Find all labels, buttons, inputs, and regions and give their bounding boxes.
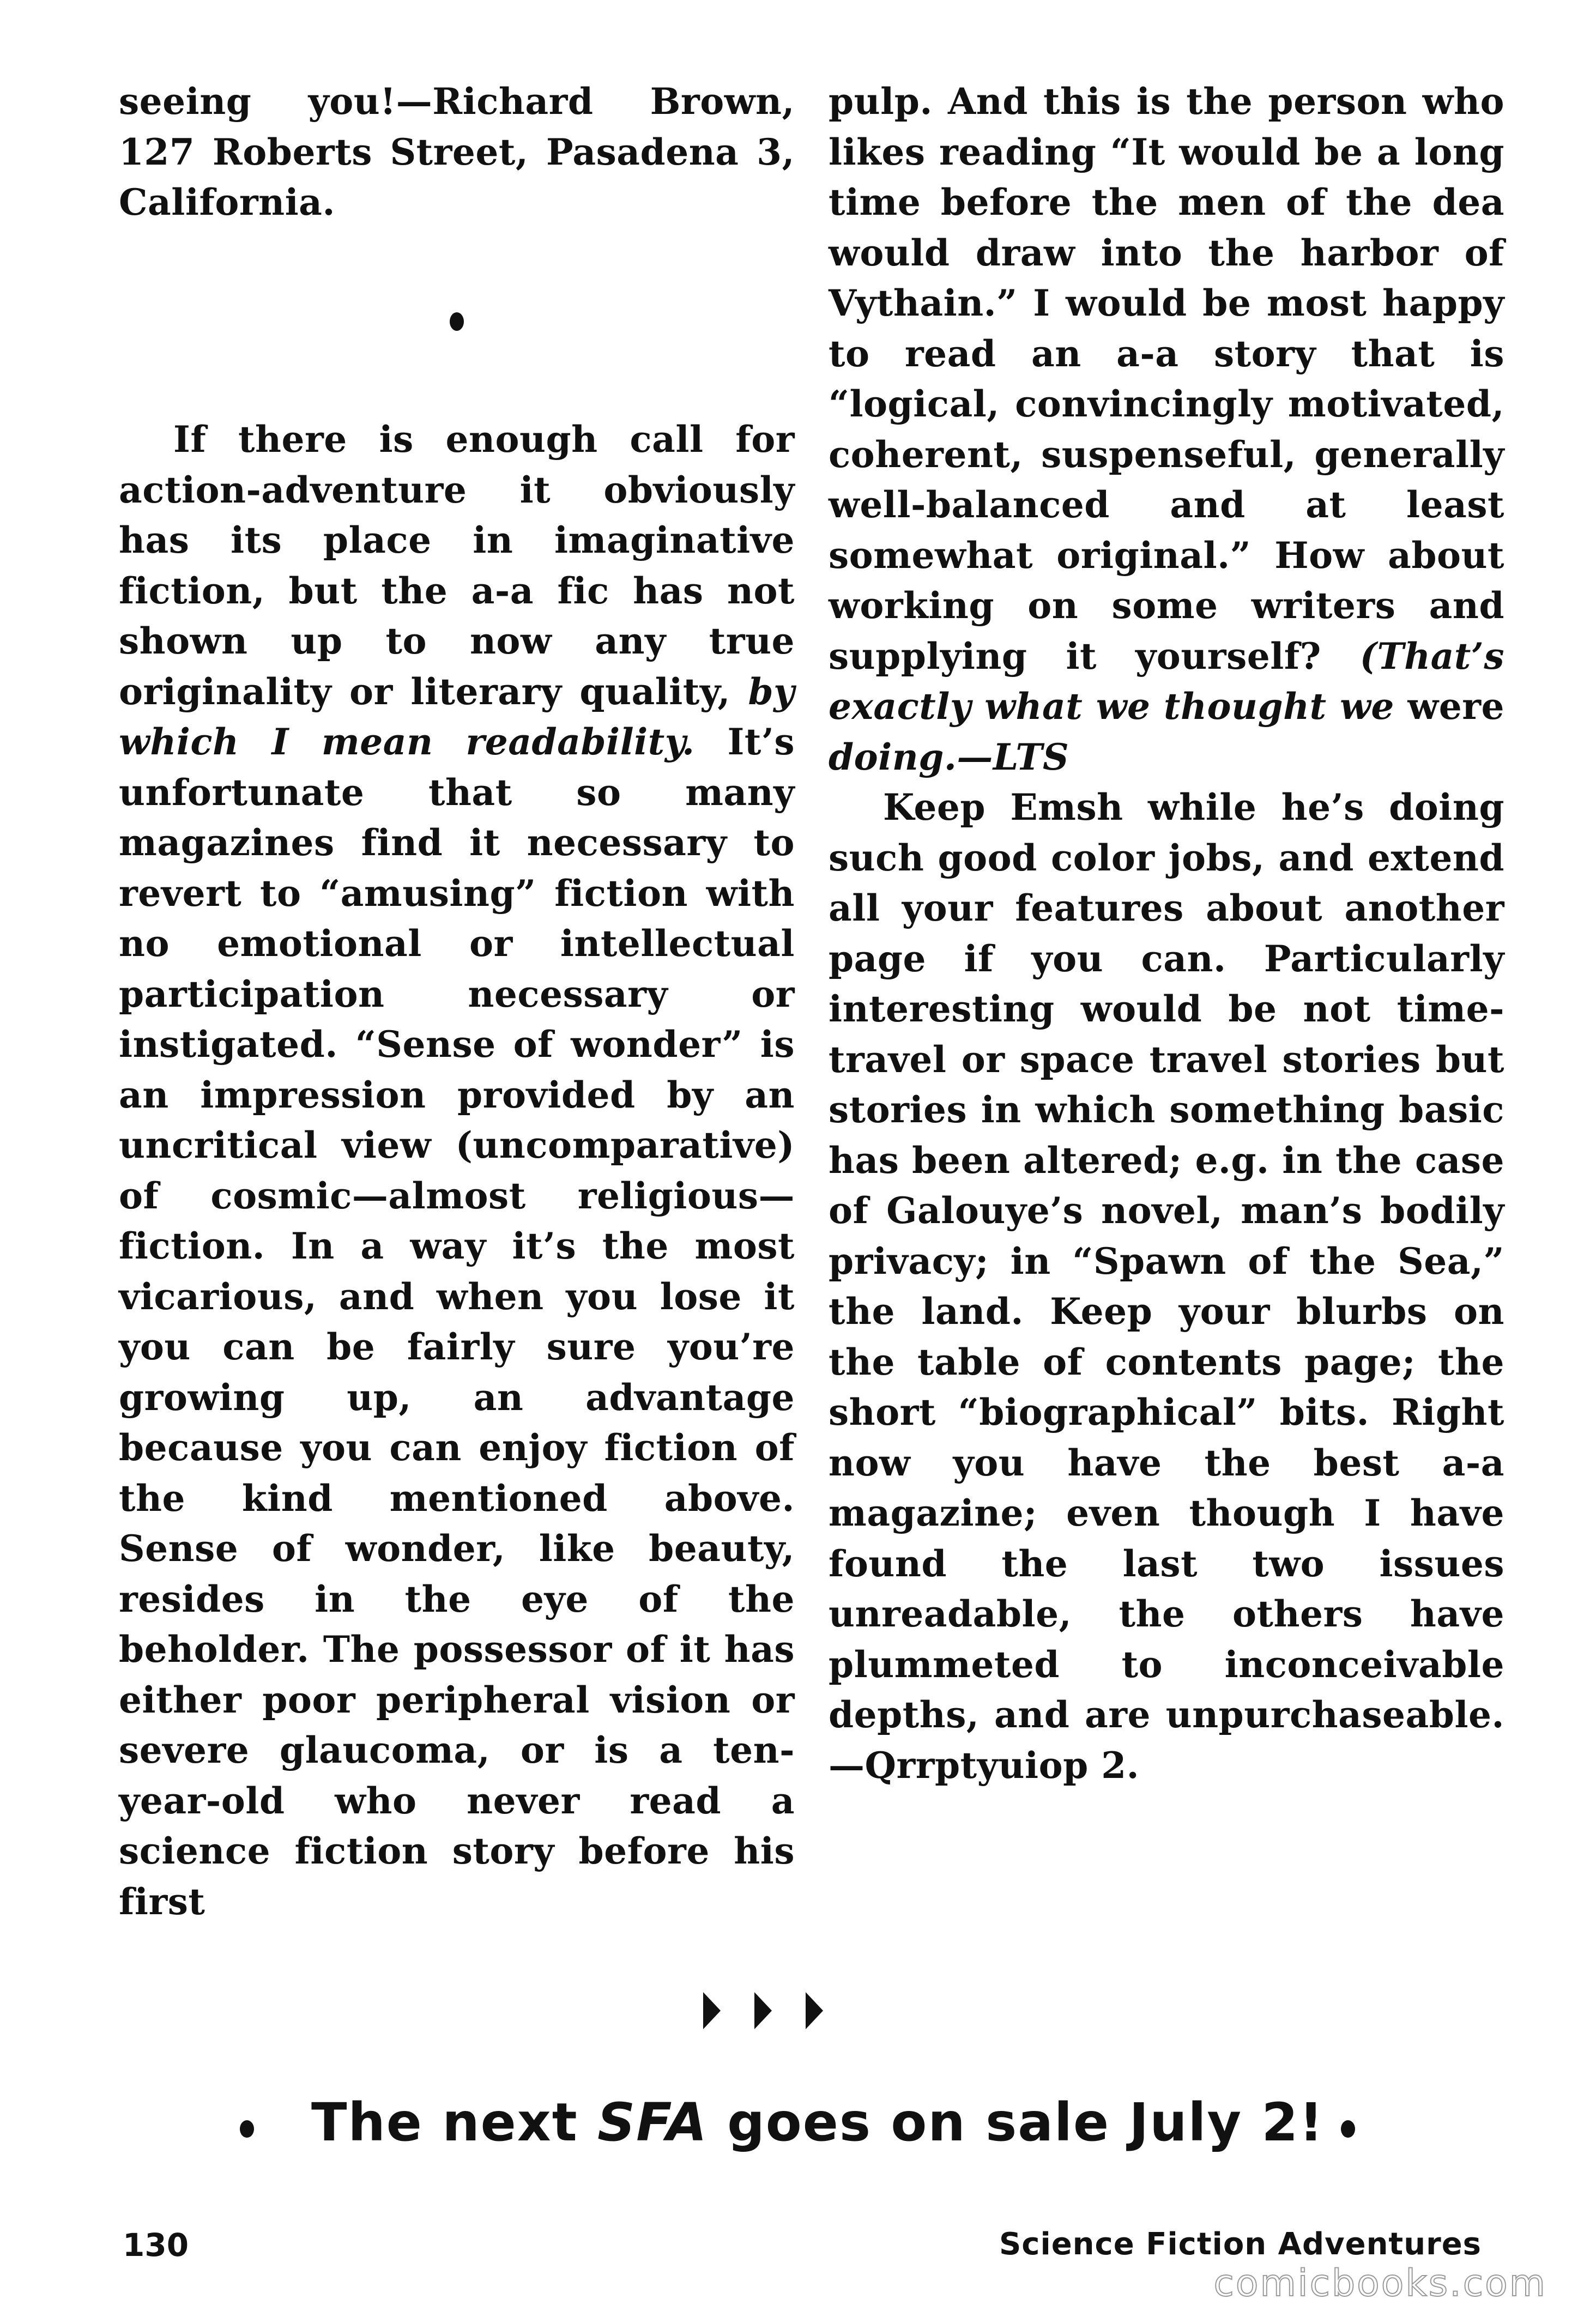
announcement-post: goes on sale July 2! [708, 2092, 1325, 2153]
editor-reply: (That’s exactly what we thought we [829, 634, 1504, 728]
bullet-dot-icon [450, 312, 464, 331]
editor-reply-signature: doing.—LTS [829, 735, 1069, 778]
page-number: 130 [123, 2227, 189, 2264]
letter-text: If there is enough call for action-adventure it obviously has its place in imaginative fiction, but the a-a fic has not shown up to now any true originality or literary quality, [119, 418, 795, 713]
letter-emphasis: by which I mean readability. [119, 670, 795, 763]
arrow-separator [703, 1992, 823, 2029]
letter-text: pulp. And this is the person who likes reading “It would be a long time before the men of the dea would draw into the harbor of Vythain.” I would be most happy to read an a-a story that is “logical, convincingly motivated, coherent, suspenseful, generally well-balanced and at least somewhat original.” How about working on some writers and supplying it yourself? [829, 80, 1504, 677]
announcement-pre: The next [311, 2092, 597, 2153]
right-column [829, 76, 1504, 1790]
letter-paragraph-qrrptyuiop: Keep Emsh while he’s doing such good color jobs, and extend all your features about another page if you can. Particularly interesting would be not time-travel or space travel stories but stories in which something basic has been altered; e.g. in the case of Galouye’s novel, man’s bodily privacy; in “Spawn of the Sea,” the land. Keep your blurbs on the table of contents page; the short “biographical” bits. Right now you have the best a-a magazine; even though I have found the last two issues unreadable, the others have plummeted to inconceivable depths, and are unpurchaseable.—Qrrptyuiop 2. [829, 786, 1504, 1787]
triangle-right-icon [703, 1992, 721, 2029]
section-separator [119, 293, 795, 344]
letter-text-continued: It’s unfortunate that so many magazines find it necessary to revert to “amusing” fiction with no emotional or intellectual participation necessary or instigated. “Sense of wonder” is an impression provided by an uncritical view (uncomparative) of cosmic—almost religious—fiction. In a way it’s the most vicarious, and when you lose it you can be fairly sure you’re growing up, an advantage because you can enjoy fiction of the kind mentioned above. Sense of wonder, like beauty, resides in the eye of the beholder. The possessor of it has either poor peripheral vision or severe glaucoma, or is a ten-year-old who never read a science fiction story before his first [119, 721, 795, 1923]
editor-reply-mid: were [1394, 685, 1504, 728]
letter-closing-richard-brown: seeing you!—Richard Brown, 127 Roberts Street, Pasadena 3, California. [119, 80, 795, 223]
triangle-right-icon [754, 1992, 772, 2029]
triangle-right-icon [806, 1992, 823, 2029]
letter-paragraph [119, 414, 795, 1927]
left-column [119, 76, 795, 1927]
announcement-sfa: SFA [597, 2092, 708, 2153]
next-issue-announcement [229, 2092, 1406, 2153]
bullet-dot-icon [1341, 2120, 1355, 2138]
watermark: comicbooks.com [1213, 2262, 1547, 2305]
letter-paragraph-continued [829, 76, 1504, 782]
magazine-title: Science Fiction Adventures [999, 2227, 1482, 2262]
